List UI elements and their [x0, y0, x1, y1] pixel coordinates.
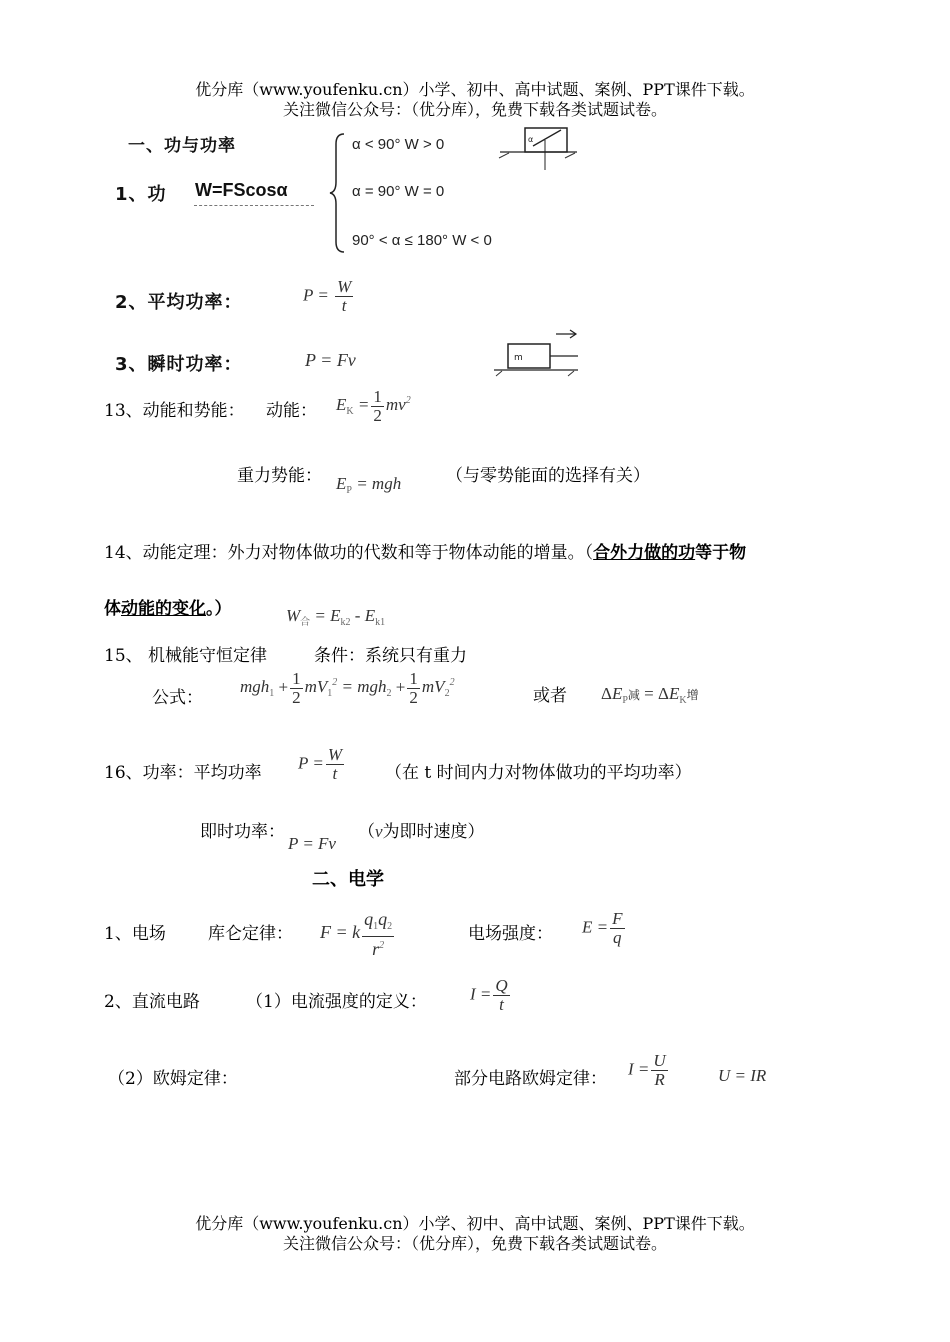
conservation-condition: 条件：系统只有重力	[314, 646, 467, 666]
brace-icon	[328, 132, 350, 254]
item-14-line-2: 体动能的变化。）	[104, 599, 232, 619]
partial-ohm-law-label: 部分电路欧姆定律：	[454, 1069, 607, 1089]
item-14-line-1: 14、动能定理：外力对物体做功的代数和等于物体动能的增量。（合外力做的功等于物	[104, 543, 747, 563]
footer-line-1: 优分库（www.youfenku.cn）小学、初中、高中试题、案例、PPT课件下载。	[195, 1214, 755, 1233]
kinetic-energy-formula: $E_K$ = $\frac{1}{2}$ $mv^2$	[336, 387, 411, 425]
average-power-note: （在 t 时间内力对物体做功的平均功率）	[385, 763, 692, 783]
block-force-diagram-icon	[495, 120, 580, 175]
current-definition-formula: I = $\frac{Q}{t}$	[470, 976, 508, 1014]
coulomb-law-formula: F = k $\frac{q_1q_2}{r^2}$	[320, 909, 393, 959]
instant-power-label: 即时功率：	[200, 822, 285, 842]
average-power-formula: P = $\frac{W}{t}$	[298, 745, 342, 783]
block-velocity-diagram-icon	[490, 322, 582, 378]
svg-text:m: m	[514, 353, 523, 363]
case-3: 90° < α ≤ 180° W < 0	[352, 232, 492, 249]
item-15-label: 15、 机械能守恒定律	[104, 646, 268, 666]
coulomb-law-label: 库仑定律：	[208, 924, 293, 944]
field-intensity-label: 电场强度：	[468, 924, 553, 944]
item-13-label: 13、动能和势能：	[104, 401, 245, 421]
item-16-label: 16、功率：平均功率	[104, 763, 262, 783]
case-1: α < 90° W > 0	[352, 136, 445, 153]
instant-power-formula: P = Fv	[288, 834, 336, 853]
potential-energy-label: 重力势能：	[237, 466, 322, 486]
work-formula: W=FScosα	[195, 180, 288, 200]
footer-line-2: 关注微信公众号：（优分库），免费下载各类试题试卷。	[282, 1234, 667, 1253]
header-line-1: 优分库（www.youfenku.cn）小学、初中、高中试题、案例、PPT课件下载。	[195, 80, 755, 99]
avg-power-formula: P = $\frac{W}{t}$	[303, 277, 352, 315]
kinetic-energy-label: 动能：	[266, 401, 317, 421]
svg-text:α: α	[528, 135, 534, 144]
dc-circuit-label: 2、直流电路	[104, 992, 200, 1012]
field-intensity-formula: E = $\frac{F}{q}$	[582, 909, 623, 947]
potential-energy-note: （与零势能面的选择有关）	[446, 466, 650, 486]
electric-field-label: 1、电场	[104, 924, 166, 944]
potential-energy-formula: $E_P$ = mgh	[336, 474, 402, 496]
ohm-law-formula: I = $\frac{U}{R}$	[628, 1051, 666, 1089]
ohm-law-formula-2: U = IR	[718, 1066, 767, 1085]
instant-power-note: （v为即时速度）	[358, 822, 485, 842]
energy-change-formula: $\Delta E_P$减 = $\Delta E_K$增	[601, 684, 699, 706]
formula-label: 公式：	[152, 688, 203, 708]
conservation-formula: mgh$_1$ + $\frac{1}{2}$ $mV_1^2 = mgh_2$ + $\frac{1}{2}$ $mV_2^2$	[240, 669, 455, 707]
inst-power-formula: P = Fv	[305, 350, 356, 370]
inst-power-label: 3、瞬时功率：	[115, 354, 243, 375]
avg-power-label: 2、平均功率：	[115, 292, 243, 313]
work-label: 1、功	[115, 184, 167, 205]
or-label: 或者	[533, 686, 567, 706]
work-energy-theorem-formula: $W_合 = E_{k2} - E_{k1}$	[286, 606, 386, 628]
ohm-law-label: （2）欧姆定律：	[108, 1069, 238, 1089]
case-2: α = 90° W = 0	[352, 183, 445, 200]
wavy-underline	[194, 201, 314, 206]
section-1-title: 一、功与功率	[128, 136, 236, 156]
section-2-title: 二、电学	[312, 869, 384, 890]
current-definition-label: （1）电流强度的定义：	[246, 992, 427, 1012]
header-line-2: 关注微信公众号：（优分库），免费下载各类试题试卷。	[282, 100, 667, 119]
